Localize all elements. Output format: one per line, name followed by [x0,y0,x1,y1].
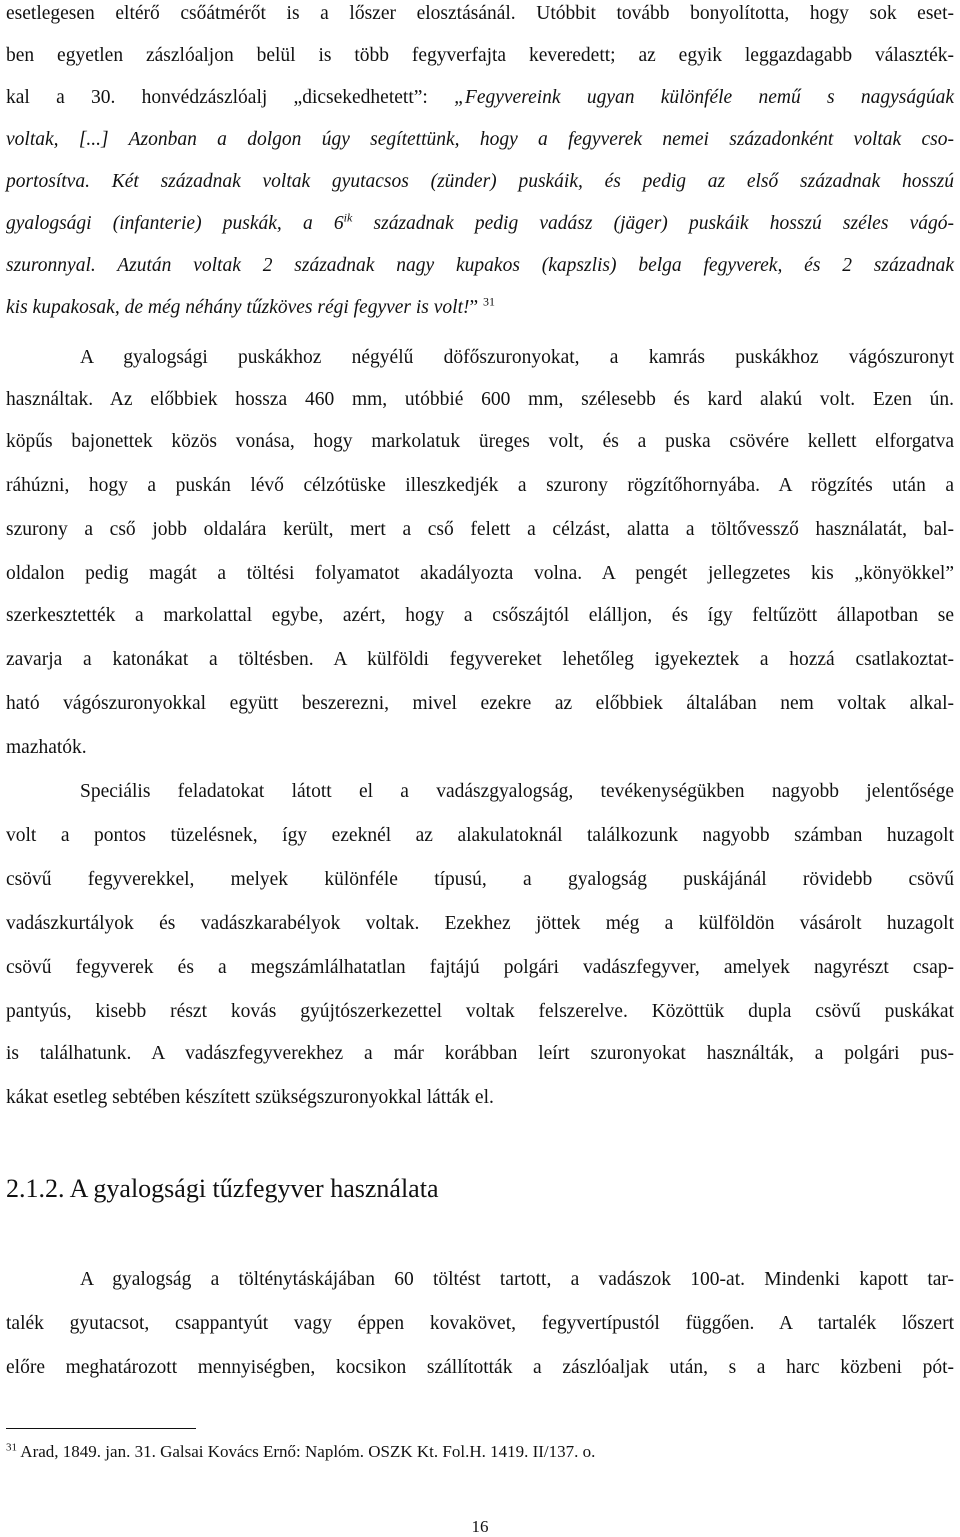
text-line: mazhatók. [6,737,87,758]
text-line: zavarja a katonákat a töltésben. A külföldi fegyvereket lehetőleg igyekeztek a hozzá csatlakoztat- [6,649,954,670]
quote-segment: portosítva. Két századnak voltak gyutacsos (zünder) puskáik, és pedig az első századnak hosszú [6,171,954,192]
quote-segment: „Fegyvereink ugyan különféle nemű s nagyságúak [454,87,954,108]
quote-segment: századnak pedig vadász (jäger) puskáik hosszú széles vágó- [352,213,954,234]
text-line: A gyalogság a tölténytáskájában 60 töltést tartott, a vadászok 100-at. Mindenki kapott tar- [80,1269,954,1290]
quote-segment: szuronnyal. Azután voltak 2 századnak nagy kupakos (kapszlis) belga fegyverek, és 2 századnak [6,255,954,276]
text-line: pantyús, kisebb részt kovás gyújtószerkezettel voltak felszerelve. Közöttük dupla csövű puskákat [6,1001,954,1022]
text-line: szerkesztették a markolattal egybe, azért, hogy a csőszájtól elálljon, és így feltűzött állapotban se [6,605,954,626]
text-line [6,86,954,110]
quote-line [6,212,954,236]
footnote-number: 31 [6,1441,17,1454]
text-line: kákat esetleg sebtében készített szükségszuronyokkal látták el. [6,1087,494,1108]
page-number: 16 [471,1517,489,1536]
text-line: oldalon pedig magát a töltési folyamatot akadályozta volna. A pengét jellegzetes kis „könyökkel” [6,563,954,584]
quote-line [6,128,954,152]
quote-line [6,254,954,278]
text-line: talék gyutacsot, csappantyút vagy éppen kovakövet, fegyvertípustól függően. A tartalék lőszert [6,1313,954,1334]
text-segment: kal a 30. honvédzászlóalj „dicsekedhetett”: [6,87,455,108]
footnote [6,1441,595,1463]
footnote-separator [6,1428,196,1429]
quote-segment: gyalogsági (infanterie) puskák, a 6 [6,213,344,234]
text-line: is találhatunk. A vadászfegyverekhez a már korábban leírt szuronyokat használták, a polgári pus- [6,1043,954,1064]
footnote-text: Arad, 1849. jan. 31. Galsai Kovács Ernő: Naplóm. OSZK Kt. Fol.H. 1419. II/137. o. [17,1442,596,1461]
text-line: volt a pontos tüzelésnek, így ezeknél az alakulatoknál találkozunk nagyobb számban huzagolt [6,825,954,846]
quote-segment: kis kupakosak, de még néhány tűzköves régi fegyver is volt! [6,297,470,318]
text-line: szurony a cső jobb oldalára került, mert a cső felett a célzást, alatta a töltővessző használatát, bal- [6,519,954,540]
closing-quote: ” [469,297,484,318]
text-line: ható vágószuronyokkal együtt beszerezni, mivel ezekre az előbbiek általában nem voltak alkal- [6,693,954,714]
quote-line [6,296,954,320]
text-line: ráhúzni, hogy a puskán lévő célzótüske illeszkedjék a szurony rögzítőhornyába. A rögzítés után a [6,475,954,496]
text-line: ben egyetlen zászlóaljon belül is több fegyverfajta keveredett; az egyik leggazdagabb választék- [6,45,954,66]
footnote-ref: 31 [483,294,496,309]
text-line: A gyalogsági puskákhoz négyélű döfőszuronyokat, a kamrás puskákhoz vágószuronyt [80,347,954,368]
text-line: csövű fegyverek és a megszámlálhatatlan fajtájú polgári vadászfegyver, amelyek nagyrészt csap- [6,957,954,978]
text-line: csövű fegyverekkel, melyek különféle típusú, a gyalogság puskájánál rövidebb csövű [6,869,954,890]
section-heading: 2.1.2. A gyalogsági tűzfegyver használata [6,1174,439,1203]
text-line: Speciális feladatokat látott el a vadászgyalogság, tevékenységükben nagyobb jelentősége [80,781,954,802]
text-line: vadászkurtályok és vadászkarabélyok voltak. Ezekhez jöttek még a külföldön vásárolt huzagolt [6,913,954,934]
text-line: esetlegesen eltérő csőátmérőt is a lőszer elosztásánál. Utóbbit tovább bonyolította, hogy sok eset- [6,3,954,24]
quote-segment: voltak, [...] Azonban a dolgon úgy segítettünk, hogy a fegyverek nemei századonként voltak cso- [6,129,954,150]
text-line: használtak. Az előbbiek hossza 460 mm, utóbbié 600 mm, szélesebb és kard alakú volt. Ezen ún. [6,389,954,410]
text-line: köpűs bajonettek közös vonása, hogy markolatuk üreges volt, és a puska csövére kellett elforgatva [6,431,954,452]
text-line: előre meghatározott mennyiségben, kocsikon szállították a zászlóaljak után, s a harc közbeni pót- [6,1357,954,1378]
quote-line [6,170,954,194]
ordinal-suffix: ik [343,210,353,225]
